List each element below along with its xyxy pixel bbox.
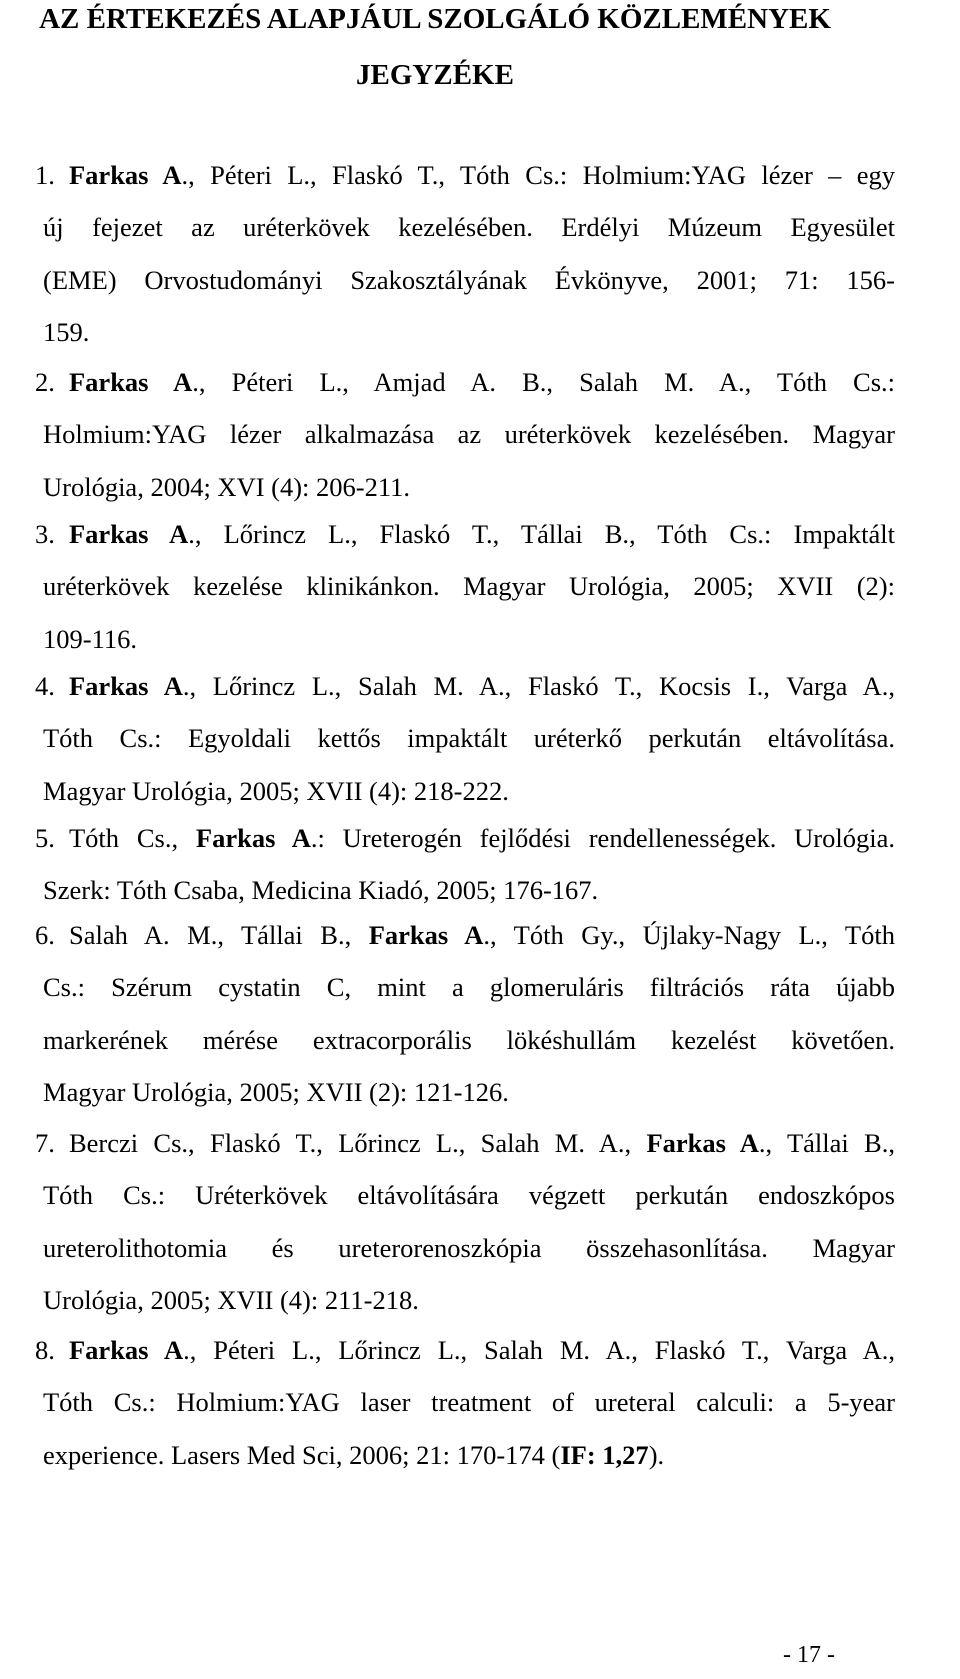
reference-line — [43, 1168, 895, 1222]
text-span: Tóth Cs.: Holmium:YAG laser treatment of ureteral calculi: a 5-year — [43, 1387, 895, 1418]
bold-text: Farkas A — [69, 671, 183, 701]
reference-line — [43, 305, 895, 359]
reference-line — [69, 507, 895, 561]
reference-line — [43, 1221, 895, 1275]
reference-line — [69, 148, 895, 202]
bold-text: Farkas A — [69, 367, 193, 397]
reference-line — [43, 253, 895, 307]
reference-line — [69, 1323, 895, 1377]
bold-text: Farkas A — [69, 1335, 184, 1365]
text-span: ., Péteri L., Lőrincz L., Salah M. A., Flaskó T., Varga A., — [183, 1335, 895, 1365]
bold-text: Farkas A — [69, 519, 189, 549]
text-span: . — [181, 160, 189, 190]
reference-line — [43, 460, 895, 514]
text-span: markerének mérése extracorporális lökéshullám kezelést követően. — [43, 1024, 895, 1055]
reference-line — [43, 200, 895, 254]
text-span: 109-116. — [43, 623, 137, 654]
bold-text: Farkas A — [69, 160, 182, 190]
reference-line — [43, 764, 895, 818]
reference-line — [43, 612, 895, 666]
reference-line — [69, 659, 895, 713]
text-span: Holmium:YAG lézer alkalmazása az uréterkövek kezelésében. Magyar — [43, 419, 895, 450]
text-span: uréterkövek kezelése klinikánkon. Magyar Urológia, 2005; XVII (2): — [43, 571, 895, 602]
reference-number: 5. — [35, 823, 55, 853]
text-span: 159. — [43, 316, 90, 347]
reference-line — [43, 1013, 895, 1067]
text-span: Urológia, 2005; XVII (4): 211-218. — [43, 1284, 419, 1315]
text-span: ureterolithotomia és ureterorenoszkópia összehasonlítása. Magyar — [43, 1232, 895, 1263]
text-span: Tóth Cs.: Uréterkövek eltávolítására végzett perkután endoszkópos — [43, 1180, 895, 1211]
text-span: ., Lőrincz L., Salah M. A., Flaskó T., Kocsis I., Varga A., — [182, 671, 895, 701]
text-span: Tóth Cs., — [69, 823, 196, 853]
text-span: .: Ureterogén fejlődési rendellenességek. Urológia. — [310, 823, 895, 853]
reference-number: 6. — [35, 920, 55, 950]
reference-line — [43, 960, 895, 1014]
text-span: Salah A. M., Tállai B., — [69, 920, 369, 950]
reference-number: 1. — [35, 160, 55, 190]
reference-line — [69, 1116, 895, 1170]
text-span: Tóth Cs.: Egyoldali kettős impaktált uréterkő perkután eltávolítása. — [43, 723, 895, 754]
bold-text: Farkas A — [195, 823, 311, 853]
reference-line — [69, 908, 895, 962]
reference-line — [69, 355, 895, 409]
text-span: új fejezet az uréterkövek kezelésében. Erdélyi Múzeum Egyesület — [43, 212, 895, 243]
text-span: experience. Lasers Med Sci, 2006; 21: 170-174 ( — [43, 1439, 561, 1470]
text-span: ., Péteri L., Amjad A. B., Salah M. A., Tóth Cs.: — [192, 367, 895, 397]
reference-number: 4. — [35, 671, 55, 701]
reference-line — [43, 1375, 895, 1429]
text-span: ., Tállai B., — [758, 1128, 895, 1158]
text-span: Urológia, 2004; XVI (4): 206-211. — [43, 471, 411, 502]
text-span: ). — [648, 1439, 665, 1470]
text-span: Berczi Cs., Flaskó T., Lőrincz L., Salah M. A., — [69, 1128, 647, 1158]
reference-line — [43, 1273, 895, 1327]
reference-number: 3. — [35, 519, 55, 549]
reference-number: 8. — [35, 1335, 55, 1365]
bold-text: IF: 1,27 — [560, 1439, 649, 1470]
reference-line — [43, 407, 895, 461]
reference-number: 2. — [35, 367, 55, 397]
text-span: , Péteri L., Flaskó T., Tóth Cs.: Holmium:YAG lézer – egy — [188, 160, 895, 190]
reference-line — [43, 1065, 895, 1119]
heading-line-2: JEGYZÉKE — [356, 59, 514, 91]
text-span: Cs.: Szérum cystatin C, mint a glomeruláris filtrációs ráta újabb — [43, 972, 895, 1003]
text-span: ., Tóth Gy., Újlaky-Nagy L., Tóth — [483, 920, 895, 950]
bold-text: Farkas A — [368, 920, 484, 950]
heading-line-1: AZ ÉRTEKEZÉS ALAPJÁUL SZOLGÁLÓ KÖZLEMÉNYEK — [39, 3, 831, 35]
text-span: Szerk: Tóth Csaba, Medicina Kiadó, 2005; 176-167. — [43, 875, 599, 906]
bold-text: Farkas A — [646, 1128, 759, 1158]
reference-line — [43, 559, 895, 613]
reference-number: 7. — [35, 1128, 55, 1158]
text-span: ., Lőrincz L., Flaskó T., Tállai B., Tóth Cs.: Impaktált — [188, 519, 895, 549]
text-span: Magyar Urológia, 2005; XVII (4): 218-222. — [43, 775, 509, 806]
text-span: (EME) Orvostudományi Szakosztályának Évkönyve, 2001; 71: 156- — [43, 264, 895, 295]
page-number: - 17 - — [783, 1642, 835, 1668]
reference-line — [43, 1428, 895, 1482]
reference-line — [43, 711, 895, 765]
reference-line — [69, 811, 895, 865]
text-span: Magyar Urológia, 2005; XVII (2): 121-126. — [43, 1076, 509, 1107]
